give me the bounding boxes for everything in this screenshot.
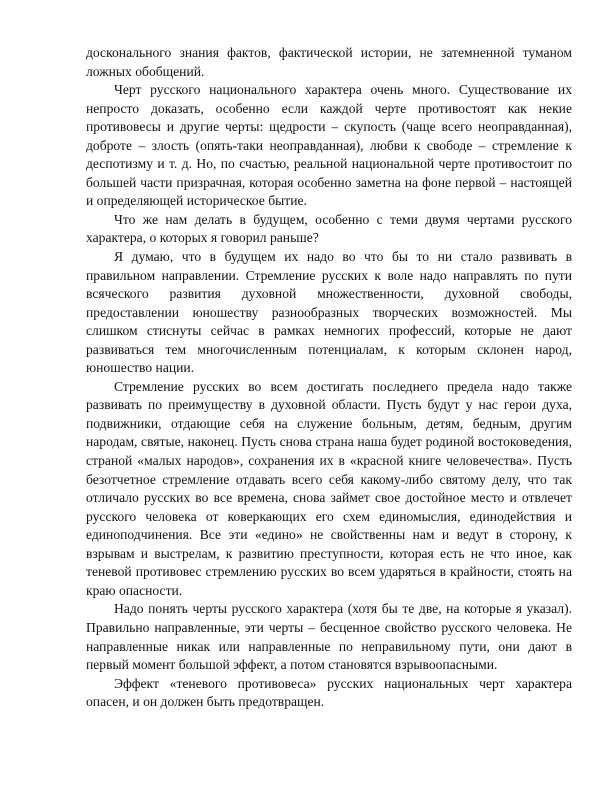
- paragraph-3: Что же нам делать в будущем, особенно с теми двумя чертами русского характера, о которых я говорил раньше?: [86, 211, 572, 246]
- paragraph-5: Стремление русских во всем достигать последнего предела надо также развивать по преимуществу в духовной области. Пусть будут у нас герои духа, подвижники, отдающие себя на служение больным, детям, бедным, другим народам, святые, наконец. Пусть снова страна наша будет родиной востоковедения, страной «малых народов», сохранения их в «красной книге человечества». Пусть безотчетное стремление отдавать всего себя какому-либо святому делу, что так отличало русских во все времена, снова займет свое достойное место и отвлечет русского человека от коверкающих его схем единомыслия, единодействия и единоподчинения. Все эти «едино» не свойственны нам и ведут в сторону, к взрывам и выстрелам, к развитию преступности, которая есть не что иное, как теневой противовес стремлению русских во всем ударяться в крайности, стоять на краю опасности.: [86, 378, 572, 598]
- paragraph-4: Я думаю, что в будущем их надо во что бы то ни стало развивать в правильном направлении. Стремление русских к воле надо направлять по пути всяческого развития духовной множественности, духовной свободы, предоставлении юношеству разнообразных творческих возможностей. Мы слишком стиснуты сейчас в рамках немногих профессий, которые не дают развиваться тем многочисленным потенциалам, к которым склонен народ, юношество нации.: [86, 249, 572, 376]
- paragraph-1: доскональнoго знания фактов, фактической истории, не затемненной туманом ложных обобщений.: [86, 45, 572, 79]
- paragraph-2: Черт русского национального характера очень много. Существование их непросто доказать, особенно если каждой черте противостоят как некие противовесы и другие черты: щедрости – скупость (чаще всего неоправданная), доброте – злость (опять-таки неоправданная), любви к свободе – стремление к деспотизму и т. д. Но, по счастью, реальной национальной черте противостоит по большей части призрачная, которая особенно заметна на фоне первой – настоящей и определяющей историческое бытие.: [86, 82, 572, 209]
- paragraph-6: Надо понять черты русского характера (хотя бы те две, на которые я указал). Правильно направленные, эти черты – бесценное свойство русского человека. Не направленные никак или направленные по неправильному пути, они дают в первый момент большой эффект, а потом становятся взрывоопасными.: [86, 601, 572, 673]
- paragraph-7: Эффект «теневого противовеса» русских национальных черт характера опасен, и он должен быть предотвращен.: [86, 675, 572, 710]
- document-page: [86, 44, 572, 712]
